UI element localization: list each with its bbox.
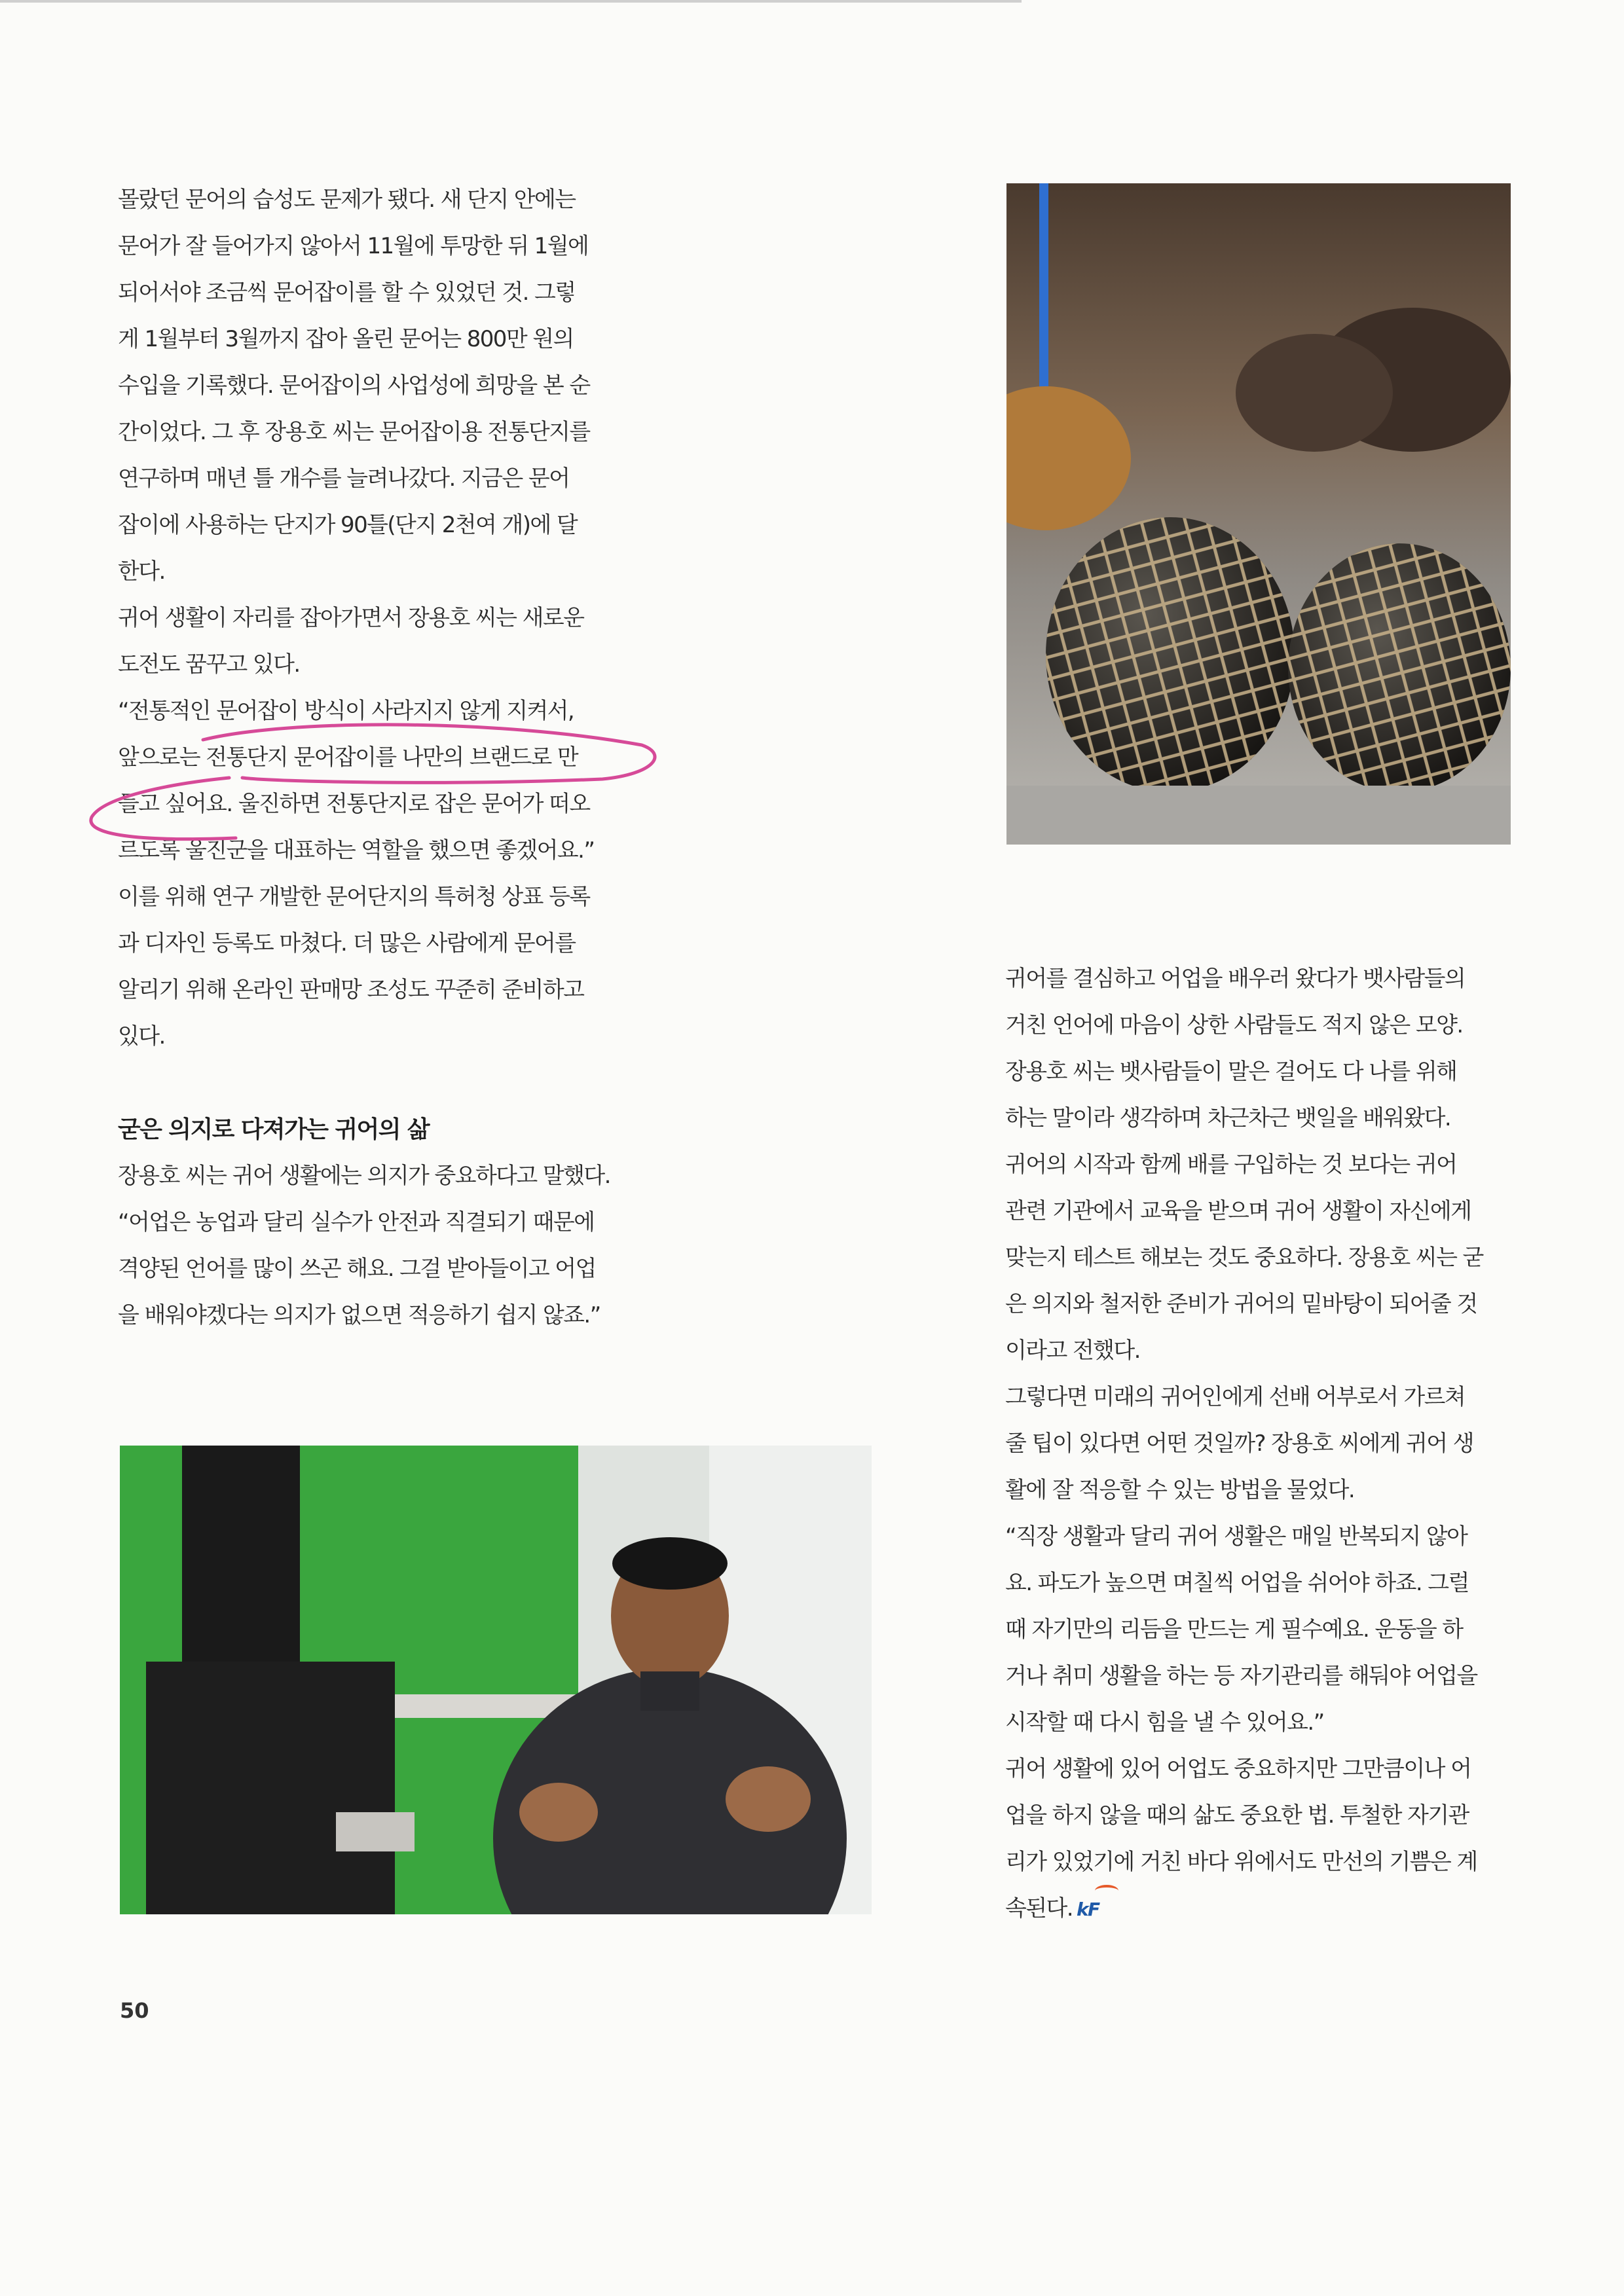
paragraph [118, 874, 642, 1060]
paragraph [118, 1153, 642, 1199]
fisherman-portrait-photo [120, 1446, 872, 1914]
text-line [1005, 1886, 1522, 1933]
scan-edge-line [0, 0, 1022, 3]
text-line: 하는 말이라 생각하며 차근차근 뱃일을 배워왔다. [1005, 1105, 1451, 1131]
kf-logo-icon: kF [1077, 1886, 1099, 1933]
text-line: 알리기 위해 온라인 판매망 조성도 꾸준히 준비하고 [118, 977, 584, 1003]
octopus-jar-photo [1006, 183, 1511, 845]
text-line: 관련 기관에서 교육을 받으며 귀어 생활이 자신에게 [1005, 1198, 1471, 1224]
text-line: 활에 잘 적응할 수 있는 방법을 물었다. [1005, 1477, 1355, 1503]
text-line: 요. 파도가 높으면 며칠씩 어업을 쉬어야 하죠. 그럴 [1005, 1570, 1469, 1596]
text-line: 격양된 언어를 많이 쓰곤 해요. 그걸 받아들이고 어업 [118, 1256, 596, 1282]
text-line: 그렇다면 미래의 귀어인에게 선배 어부로서 가르쳐 [1005, 1384, 1466, 1410]
paragraph [118, 177, 642, 595]
text-line: 잡이에 사용하는 단지가 90틀(단지 2천여 개)에 달 [118, 512, 578, 538]
section-subheading: 굳은 의지로 다져가는 귀어의 삶 [118, 1116, 430, 1143]
paragraph [118, 595, 642, 688]
right-text-column [1005, 956, 1522, 1933]
text-line: 한다. [118, 558, 165, 585]
text-line: 이라고 전했다. [1005, 1338, 1140, 1364]
text-line: 르도록 울진군을 대표하는 역할을 했으면 좋겠어요.” [118, 837, 595, 864]
text-line: 과 디자인 등록도 마쳤다. 더 많은 사람에게 문어를 [118, 930, 576, 957]
page-number: 50 [120, 1998, 149, 2023]
text-line: 수입을 기록했다. 문어잡이의 사업성에 희망을 본 순 [118, 373, 590, 399]
text-line: 귀어를 결심하고 어업을 배우러 왔다가 뱃사람들의 [1005, 966, 1466, 992]
text-line: 귀어 생활이 자리를 잡아가면서 장용호 씨는 새로운 [118, 605, 584, 631]
fisherman-portrait-image [120, 1446, 872, 1914]
octopus-jar-image [1006, 183, 1511, 845]
quote-paragraph [1005, 1514, 1522, 1746]
text-line: 있다. [118, 1023, 165, 1049]
text-line: 맞는지 테스트 해보는 것도 중요하다. 장용호 씨는 굳 [1005, 1245, 1483, 1271]
text-line: 연구하며 매년 틀 개수를 늘려나갔다. 지금은 문어 [118, 465, 570, 492]
text-line: 줄 팁이 있다면 어떤 것일까? 장용호 씨에게 귀어 생 [1005, 1430, 1473, 1457]
paragraph [1005, 1142, 1522, 1374]
text-line: 거친 언어에 마음이 상한 사람들도 적지 않은 모양. [1005, 1012, 1463, 1038]
quote-paragraph [118, 688, 642, 874]
text-line: “전통적인 문어잡이 방식이 사라지지 않게 지켜서, [118, 698, 574, 724]
paragraph [1005, 1374, 1522, 1514]
text-line: 귀어의 시작과 함께 배를 구입하는 것 보다는 귀어 [1005, 1152, 1457, 1178]
text-line: 시작할 때 다시 힘을 낼 수 있어요.” [1005, 1709, 1324, 1736]
left-text-column [118, 177, 642, 1339]
text-line: 되어서야 조금씩 문어잡이를 할 수 있었던 것. 그렇 [118, 280, 576, 306]
text-line: “직장 생활과 달리 귀어 생활은 매일 반복되지 않아 [1005, 1523, 1467, 1550]
text-line: 이를 위해 연구 개발한 문어단지의 특허청 상표 등록 [118, 884, 590, 910]
text-line: 을 배워야겠다는 의지가 없으면 적응하기 쉽지 않죠.” [118, 1302, 600, 1328]
text-line: 몰랐던 문어의 습성도 문제가 됐다. 새 단지 안에는 [118, 187, 576, 213]
quote-paragraph [118, 1199, 642, 1339]
text-line: 은 의지와 철저한 준비가 귀어의 밑바탕이 되어줄 것 [1005, 1291, 1477, 1317]
text-line: 장용호 씨는 뱃사람들이 말은 걸어도 다 나를 위해 [1005, 1059, 1457, 1085]
text-line: 간이었다. 그 후 장용호 씨는 문어잡이용 전통단지를 [118, 419, 590, 445]
text-line: 거나 취미 생활을 하는 등 자기관리를 해둬야 어업을 [1005, 1663, 1477, 1689]
text-line: 도전도 꿈꾸고 있다. [118, 651, 300, 678]
last-line-text: 속된다. [1005, 1895, 1073, 1922]
text-line: 장용호 씨는 귀어 생활에는 의지가 중요하다고 말했다. [118, 1163, 610, 1189]
paragraph [1005, 956, 1522, 1142]
text-line: 리가 있었기에 거친 바다 위에서도 만선의 기쁨은 계 [1005, 1849, 1477, 1875]
paragraph [1005, 1746, 1522, 1933]
text-line: 게 1월부터 3월까지 잡아 올린 문어는 800만 원의 [118, 326, 574, 352]
text-line: 귀어 생활에 있어 어업도 중요하지만 그만큼이나 어 [1005, 1756, 1471, 1782]
text-line: “어업은 농업과 달리 실수가 안전과 직결되기 때문에 [118, 1209, 595, 1235]
text-line: 문어가 잘 들어가지 않아서 11월에 투망한 뒤 1월에 [118, 233, 589, 259]
text-line: 앞으로는 전통단지 문어잡이를 나만의 브랜드로 만 [118, 744, 578, 771]
text-line: 들고 싶어요. 울진하면 전통단지로 잡은 문어가 떠오 [118, 791, 590, 817]
text-line: 업을 하지 않을 때의 삶도 중요한 법. 투철한 자기관 [1005, 1802, 1469, 1829]
text-line: 때 자기만의 리듬을 만드는 게 필수예요. 운동을 하 [1005, 1616, 1463, 1643]
